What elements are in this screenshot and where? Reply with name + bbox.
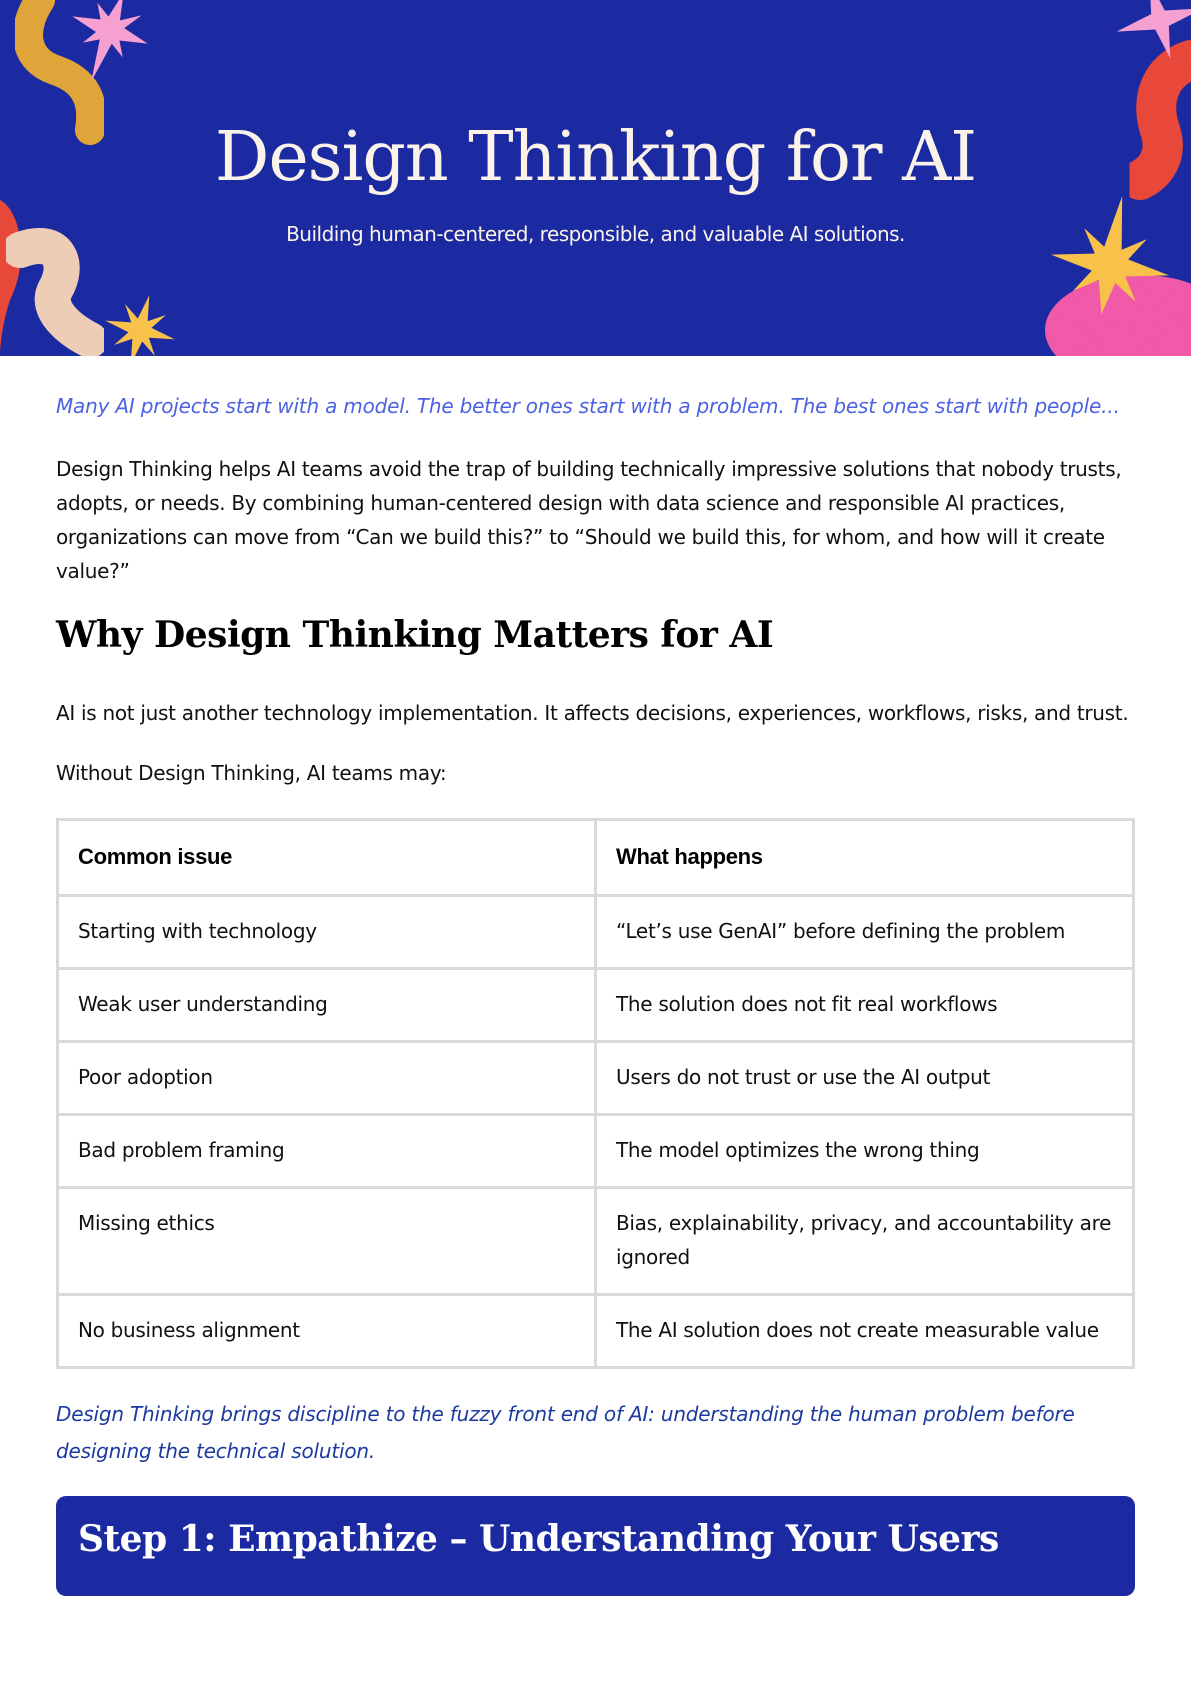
page-title: Design Thinking for AI (214, 118, 977, 197)
table-row (58, 1188, 1134, 1295)
table-row (58, 969, 1134, 1042)
intro-paragraph: Design Thinking helps AI teams avoid the trap of building technically impressive solutions that nobody trusts, adopts, or needs. By combining human-centered design with data science and responsible AI practices, organizations can move from “Can we build this?” to “Should we build this, for whom, and how will it create value?” (56, 457, 1122, 583)
table-row (58, 1042, 1134, 1115)
table-cell: Bad problem framing (58, 1115, 596, 1188)
table-cell: The AI solution does not create measurable value (596, 1295, 1134, 1368)
table-cell: The model optimizes the wrong thing (596, 1115, 1134, 1188)
table-cell: Starting with technology (58, 896, 596, 969)
table-cell: The solution does not fit real workflows (596, 969, 1134, 1042)
table-row (58, 1115, 1134, 1188)
blob-shape (1045, 275, 1191, 356)
header-banner (0, 0, 1191, 356)
table-cell: Weak user understanding (58, 969, 596, 1042)
step-banner (56, 1496, 1135, 1596)
table-cell: Poor adoption (58, 1042, 596, 1115)
intro-lead: Many AI projects start with a model. The better ones start with a problem. The best ones start with people... (56, 394, 1120, 418)
table-cell: Users do not trust or use the AI output (596, 1042, 1134, 1115)
star-icon (96, 286, 184, 356)
section-heading: Why Design Thinking Matters for AI (56, 614, 774, 656)
section-paragraph: AI is not just another technology implementation. It affects decisions, experiences, workflows, risks, and trust. (56, 701, 1129, 725)
squiggle-shape (20, 246, 90, 340)
callout-note: Design Thinking brings discipline to the fuzzy front end of AI: understanding the human problem before designing the technical solution. (56, 1402, 1075, 1463)
table-cell: “Let’s use GenAI” before defining the problem (596, 896, 1134, 969)
column-header: What happens (596, 820, 1134, 896)
table-header-row (58, 820, 1134, 896)
issues-table (56, 818, 1135, 1369)
table-row (58, 896, 1134, 969)
table-cell: No business alignment (58, 1295, 596, 1368)
table-cell: Bias, explainability, privacy, and accountability are ignored (596, 1188, 1134, 1295)
section-paragraph: Without Design Thinking, AI teams may: (56, 761, 447, 785)
column-header: Common issue (58, 820, 596, 896)
step-title: Step 1: Empathize – Understanding Your Users (78, 1518, 999, 1560)
table-row (58, 1295, 1134, 1368)
page-subtitle: Building human-centered, responsible, and valuable AI solutions. (286, 222, 905, 246)
table-cell: Missing ethics (58, 1188, 596, 1295)
